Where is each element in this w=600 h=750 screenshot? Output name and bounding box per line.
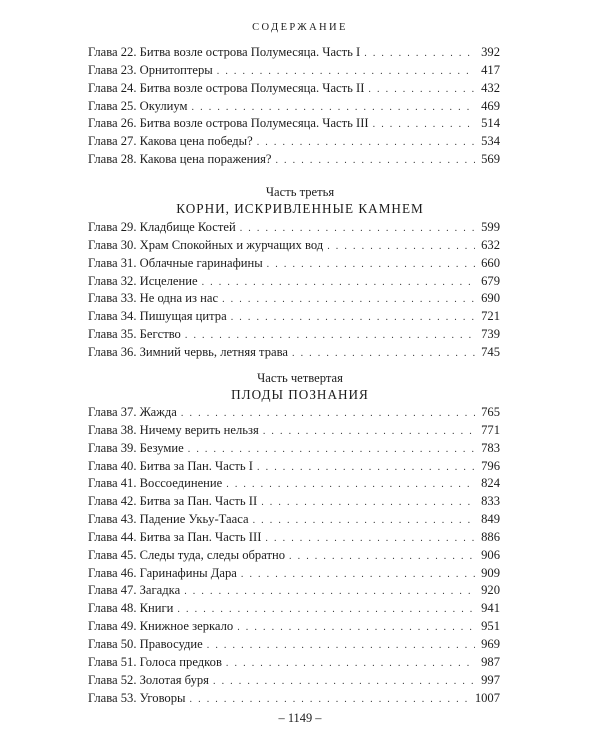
toc-entry [88,530,500,548]
page-ref: 886 [481,529,500,544]
dot-leader [190,694,472,705]
toc-entry [88,345,500,363]
dot-leader [237,622,475,633]
page-ref: 987 [481,654,500,669]
chapter-title: Глава 51. Голоса предков [88,654,222,669]
chapter-title: Глава 45. Следы туда, следы обратно [88,547,285,562]
toc-list-top [88,45,500,170]
page-ref: 432 [481,80,500,95]
chapter-title: Глава 29. Кладбище Костей [88,220,236,234]
toc-entry [88,327,500,345]
page-ref: 1007 [474,690,500,705]
page-ref: 534 [481,134,500,149]
dot-leader [226,479,475,490]
chapter-title: Глава 40. Битва за Пан. Часть I [88,458,253,473]
toc-entry [88,583,500,601]
dot-leader [231,312,475,323]
dot-leader [267,259,475,270]
chapter-title: Глава 44. Битва за Пан. Часть III [88,529,262,544]
chapter-title: Глава 37. Жажда [88,405,177,419]
page-ref: 906 [481,547,500,562]
page-ref: 969 [481,636,500,651]
dot-leader [226,658,475,669]
chapter-title: Глава 31. Облачные гаринафины [88,255,263,270]
page-ref: 632 [481,237,500,252]
dot-leader [188,444,475,455]
page-ref: 941 [481,601,500,616]
toc-entry [88,548,500,566]
page-ref: 739 [481,327,500,342]
dot-leader [202,277,475,288]
page-number: – 1149 – [278,711,322,725]
dot-leader [192,102,475,113]
dot-leader [184,586,475,597]
toc-list-part-four [88,405,500,708]
dot-leader [217,66,475,77]
page-ref: 392 [481,45,500,59]
toc-entry [88,405,500,423]
part-four-name: Часть четвертая [257,371,343,385]
dot-leader [257,462,475,473]
toc-entry [88,256,500,274]
dot-leader [261,497,475,508]
chapter-title: Глава 34. Пишущая цитра [88,309,227,324]
toc-entry [88,512,500,530]
toc-entry [88,619,500,637]
chapter-title: Глава 26. Битва возле острова Полумесяца. Часть III [88,116,369,131]
chapter-title: Глава 36. Зимний червь, летняя трава [88,344,288,359]
toc-entry [88,441,500,459]
toc-entry [88,238,500,256]
page-ref: 514 [481,116,500,131]
dot-leader [185,330,475,341]
toc-entry [88,476,500,494]
toc-entry [88,116,500,134]
toc-entry [88,152,500,170]
page-ref: 765 [481,405,500,419]
page-ref: 745 [481,344,500,359]
page-ref: 417 [481,62,500,77]
chapter-title: Глава 50. Правосудие [88,636,203,651]
toc-entry [88,566,500,584]
toc-list-part-three [88,220,500,363]
dot-leader [257,137,475,148]
toc-entry [88,637,500,655]
dot-leader [368,84,475,95]
chapter-title: Глава 35. Бегство [88,327,181,342]
dot-leader [222,294,475,305]
dot-leader [253,515,475,526]
toc-entry [88,274,500,292]
part-three-title: КОРНИ, ИСКРИВЛЕННЫЕ КАМНЕМ [176,201,424,216]
toc-entry [88,99,500,117]
chapter-title: Глава 23. Орнитоптеры [88,62,213,77]
page-ref: 469 [481,98,500,113]
chapter-title: Глава 41. Воссоединение [88,476,223,491]
toc-entry [88,63,500,81]
page-ref: 997 [481,672,500,687]
chapter-title: Глава 49. Книжное зеркало [88,619,234,634]
page-ref: 833 [481,494,500,509]
part-four-heading [0,371,600,403]
chapter-title: Глава 33. Не одна из нас [88,291,219,306]
page-ref: 679 [481,273,500,288]
dot-leader [275,155,475,166]
toc-entry [88,494,500,512]
part-three-name: Часть третья [265,185,335,199]
dot-leader [177,604,475,615]
chapter-title: Глава 25. Окулиум [88,98,188,113]
toc-entry [88,673,500,691]
page-ref: 796 [481,458,500,473]
chapter-title: Глава 22. Битва возле острова Полумесяца. Часть I [88,45,361,59]
page-ref: 783 [481,440,500,455]
toc-entry [88,309,500,327]
toc-entry [88,601,500,619]
chapter-title: Глава 39. Безумие [88,440,184,455]
chapter-title: Глава 27. Какова цена победы? [88,134,253,149]
chapter-title: Глава 42. Битва за Пан. Часть II [88,494,258,509]
dot-leader [292,348,475,359]
page-ref: 721 [481,309,500,324]
page-ref: 824 [481,476,500,491]
chapter-title: Глава 43. Падение Укьу-Тааса [88,512,249,527]
toc-entry [88,45,500,63]
running-header: СОДЕРЖАНИЕ [252,22,348,33]
toc-entry [88,423,500,441]
chapter-title: Глава 53. Уговоры [88,690,186,705]
chapter-title: Глава 30. Храм Спокойных и журчащих вод [88,237,324,252]
toc-entry [88,655,500,673]
page-ref: 920 [481,583,500,598]
dot-leader [213,676,475,687]
dot-leader [327,241,475,252]
page-ref: 909 [481,565,500,580]
chapter-title: Глава 24. Битва возле острова Полумесяца. Часть II [88,80,365,95]
dot-leader [240,223,475,234]
toc-entry [88,134,500,152]
chapter-title: Глава 32. Исцеление [88,273,198,288]
dot-leader [181,408,475,419]
toc-entry [88,691,500,709]
dot-leader [265,533,475,544]
chapter-title: Глава 47. Загадка [88,583,181,598]
chapter-title: Глава 48. Книги [88,601,174,616]
page-ref: 849 [481,512,500,527]
dot-leader [241,569,475,580]
chapter-title: Глава 38. Ничему верить нельзя [88,422,259,437]
chapter-title: Глава 52. Золотая буря [88,672,209,687]
part-three-heading [0,185,600,217]
chapter-title: Глава 28. Какова цена поражения? [88,152,272,167]
dot-leader [364,48,475,59]
page-ref: 690 [481,291,500,306]
part-four-title: ПЛОДЫ ПОЗНАНИЯ [231,387,369,402]
page-ref: 660 [481,255,500,270]
toc-entry [88,459,500,477]
chapter-title: Глава 46. Гаринафины Дара [88,565,237,580]
page-ref: 951 [481,619,500,634]
dot-leader [207,640,475,651]
dot-leader [289,551,475,562]
page-ref: 569 [481,152,500,167]
toc-entry [88,291,500,309]
dot-leader [373,119,475,130]
toc-entry [88,220,500,238]
page-ref: 771 [481,422,500,437]
page-ref: 599 [481,220,500,234]
toc-entry [88,81,500,99]
dot-leader [263,426,475,437]
